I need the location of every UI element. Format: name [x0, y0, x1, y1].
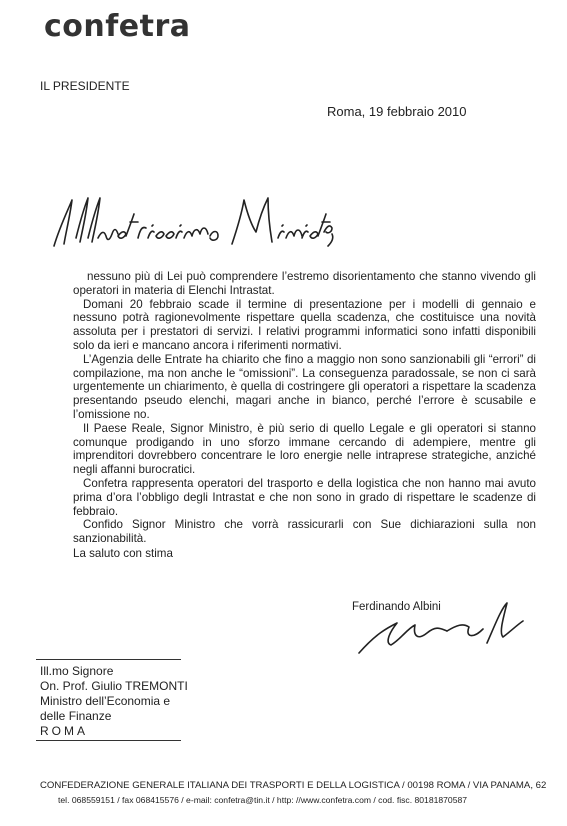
recipient-rule-bottom [36, 740, 181, 741]
paragraph-3: L’Agenzia delle Entrate ha chiarito che fino a maggio non sono sanzionabili gli “errori” di compilazione, ma non anche le “omissioni”. La conseguenza paradossale, se non ci sarà urgentemente un chiarimento, è quella di costringere gli operatori a rispettare la scadenza presentando pseudo elenchi, magari anche in bianco, perché l’errore è scusabile e l’omissione no. [73, 352, 536, 421]
closing-line: La saluto con stima [73, 546, 173, 560]
paragraph-6: Confido Signor Ministro che vorrà rassicurarli con Sue dichiarazioni sulla non sanzionabilità. [73, 518, 536, 546]
recipient-city: ROMA [40, 724, 88, 738]
sender-title: IL PRESIDENTE [40, 79, 130, 93]
letter-body [73, 270, 536, 561]
recipient-line-1: Ill.mo Signore [40, 664, 114, 678]
footer-contacts: tel. 068559151 / fax 068415576 / e-mail: confetra@tin.it / http: //www.confetra.com / cod. fisc. 80181870587 [58, 795, 468, 805]
recipient-rule-top [36, 659, 181, 660]
footer-address: CONFEDERAZIONE GENERALE ITALIANA DEI TRASPORTI E DELLA LOGISTICA / 00198 ROMA / VIA PANAMA, 62 [40, 780, 547, 791]
handwritten-salutation [46, 186, 336, 256]
recipient-line-4: delle Finanze [40, 709, 112, 723]
recipient-block [40, 664, 188, 739]
date-line: Roma, 19 febbraio 2010 [327, 104, 467, 119]
confetra-logo: confetra [44, 9, 191, 44]
paragraph-1: nessuno più di Lei può comprendere l’estremo disorientamento che stanno vivendo gli operatori in materia di Elenchi Intrastat. [73, 270, 536, 297]
recipient-line-3: Ministro dell’Economia e [40, 694, 171, 708]
recipient-line-2: On. Prof. Giulio TREMONTI [40, 679, 188, 693]
paragraph-4: Il Paese Reale, Signor Ministro, è più serio di quello Legale e gli operatori si stanno comunque prodigando in uno sforzo immane cercando di adempiere, mentre gli imprenditori dovrebbero concentrare le loro energie nelle intraprese strategiche, anziché negli affanni burocratici. [73, 421, 536, 477]
signatory-name: Ferdinando Albini [352, 601, 441, 613]
handwritten-signature [345, 595, 525, 665]
paragraph-2: Domani 20 febbraio scade il termine di presentazione per i modelli di gennaio e nessuno potrà ragionevolmente rispettare quella scadenza, che costituisce una novità assoluta per i prestatori di servizi. I relativi programmi informatici sono infatti disponibili solo da ieri e mancano ancora i riferimenti normativi. [73, 297, 536, 352]
paragraph-5: Confetra rappresenta operatori del trasporto e della logistica che non hanno mai avuto prima d’ora l’obbligo degli Intrastat e che non sono in grado di rispettare le scadenze di febbraio. [73, 476, 536, 518]
